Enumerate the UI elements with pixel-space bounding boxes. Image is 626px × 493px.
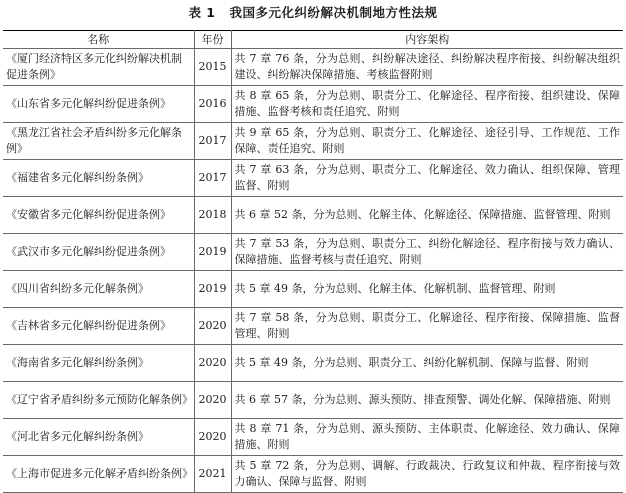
regulation-year: 2017 — [194, 123, 231, 160]
regulation-year: 2019 — [194, 234, 231, 271]
regulation-name: 《四川省纠纷多元化解条例》 — [3, 271, 194, 308]
regulation-content: 共 7 章 58 条，分为总则、职责分工、化解途径、程序衔接、保障措施、监督管理、附则 — [231, 308, 623, 345]
regulation-name: 《山东省多元化解纠纷促进条例》 — [3, 86, 194, 123]
regulation-year: 2020 — [194, 419, 231, 456]
regulation-name: 《吉林省多元化解纠纷促进条例》 — [3, 308, 194, 345]
table-row — [3, 382, 623, 419]
regulation-content: 共 7 章 63 条，分为总则、职责分工、化解途径、效力确认、组织保障、管理监督、附则 — [231, 160, 623, 197]
table-caption — [0, 0, 626, 26]
table-row — [3, 234, 623, 271]
regulation-year: 2019 — [194, 271, 231, 308]
table-row — [3, 456, 623, 493]
table-row — [3, 49, 623, 86]
header-row — [3, 31, 623, 49]
regulation-content: 共 5 章 49 条，分为总则、化解主体、化解机制、监督管理、附则 — [231, 271, 623, 308]
regulation-name: 《海南省多元化解纠纷条例》 — [3, 345, 194, 382]
regulation-content: 共 9 章 65 条，分为总则、职责分工、化解途径、途径引导、工作规范、工作保障、责任追究、附则 — [231, 123, 623, 160]
regulations-table — [3, 30, 623, 493]
regulation-year: 2018 — [194, 197, 231, 234]
regulation-year: 2020 — [194, 308, 231, 345]
table-row — [3, 197, 623, 234]
regulation-content: 共 8 章 71 条，分为总则、源头预防、主体职责、化解途径、效力确认、保障措施、附则 — [231, 419, 623, 456]
table-row — [3, 86, 623, 123]
regulation-content: 共 5 章 72 条，分为总则、调解、行政裁决、行政复议和仲裁、程序衔接与效力确认、保障与监督、附则 — [231, 456, 623, 493]
regulation-year: 2020 — [194, 345, 231, 382]
table-row — [3, 308, 623, 345]
regulation-year: 2017 — [194, 160, 231, 197]
regulation-name: 《武汉市多元化解纠纷促进条例》 — [3, 234, 194, 271]
table-number: 表 1 — [188, 5, 216, 20]
table-row — [3, 419, 623, 456]
table-row — [3, 345, 623, 382]
regulation-name: 《福建省多元化解纠纷条例》 — [3, 160, 194, 197]
header-content: 内容架构 — [231, 31, 623, 49]
header-name: 名称 — [3, 31, 194, 49]
regulation-name: 《辽宁省矛盾纠纷多元预防化解条例》 — [3, 382, 194, 419]
table-title: 我国多元化纠纷解决机制地方性法规 — [229, 5, 438, 20]
regulation-content: 共 7 章 76 条，分为总则、纠纷解决途径、纠纷解决程序衔接、纠纷解决组织建设、纠纷解决保障措施、考核监督附则 — [231, 49, 623, 86]
regulation-content: 共 5 章 49 条，分为总则、职责分工、纠纷化解机制、保障与监督、附则 — [231, 345, 623, 382]
table-row — [3, 123, 623, 160]
regulation-name: 《河北省多元化解纠纷条例》 — [3, 419, 194, 456]
regulation-content: 共 7 章 53 条，分为总则、职责分工、纠纷化解途径、程序衔接与效力确认、保障措施、监督考核与责任追究、附则 — [231, 234, 623, 271]
regulation-name: 《上海市促进多元化解矛盾纠纷条例》 — [3, 456, 194, 493]
regulation-name: 《厦门经济特区多元化纠纷解决机制促进条例》 — [3, 49, 194, 86]
regulation-year: 2015 — [194, 49, 231, 86]
regulation-year: 2016 — [194, 86, 231, 123]
regulation-content: 共 6 章 57 条，分为总则、源头预防、排查预警、调处化解、保障措施、附则 — [231, 382, 623, 419]
regulation-year: 2020 — [194, 382, 231, 419]
regulation-content: 共 8 章 65 条，分为总则、职责分工、化解途径、程序衔接、组织建设、保障措施、监督考核和责任追究、附则 — [231, 86, 623, 123]
regulation-year: 2021 — [194, 456, 231, 493]
regulation-content: 共 6 章 52 条，分为总则、化解主体、化解途径、保障措施、监督管理、附则 — [231, 197, 623, 234]
regulation-name: 《黑龙江省社会矛盾纠纷多元化解条例》 — [3, 123, 194, 160]
table-row — [3, 160, 623, 197]
header-year: 年份 — [194, 31, 231, 49]
table-row — [3, 271, 623, 308]
regulation-name: 《安徽省多元化解纠纷促进条例》 — [3, 197, 194, 234]
